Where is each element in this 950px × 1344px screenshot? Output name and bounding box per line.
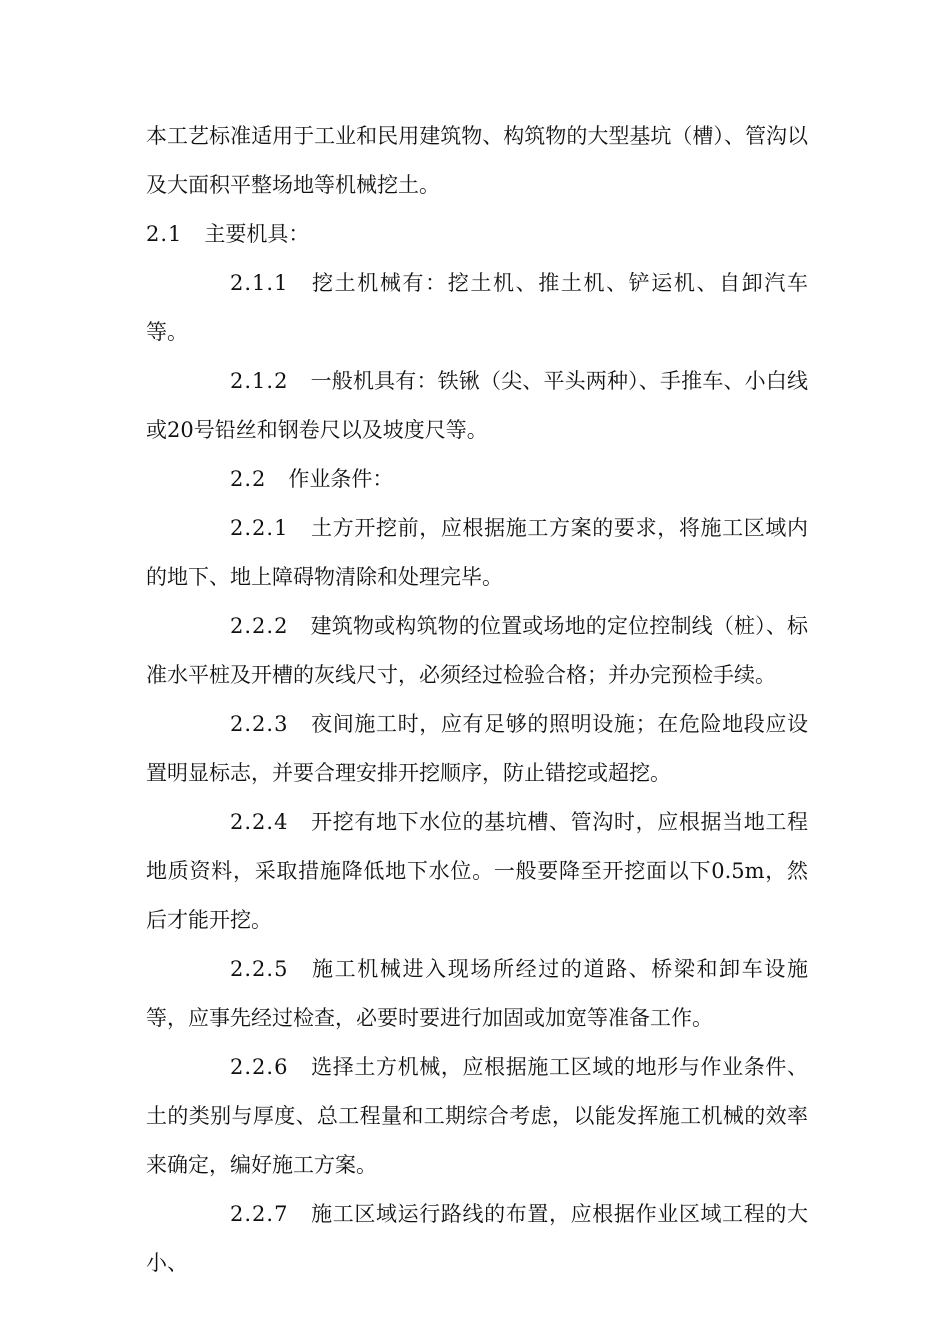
section-number: 2.2.4 [230, 810, 289, 834]
paragraph-2-2-7 [146, 1190, 808, 1288]
paragraph-text: 一般机具有：铁锹（尖、平头两种）、手推车、小白线或20号铅丝和钢卷尺以及坡度尺等。 [146, 369, 808, 442]
paragraph-2-1-2 [146, 357, 808, 455]
heading-2-2 [146, 455, 808, 504]
section-number: 2.2.5 [230, 957, 289, 981]
heading-text: 作业条件： [288, 467, 394, 491]
document-body [146, 112, 808, 1288]
section-number: 2.2.1 [230, 516, 289, 540]
paragraph-2-2-4 [146, 798, 808, 945]
heading-2-1 [146, 210, 808, 259]
paragraph-text: 建筑物或构筑物的位置或场地的定位控制线（桩）、标准水平桩及开槽的灰线尺寸，必须经过检验合格；并办完预检手续。 [146, 614, 808, 687]
paragraph-2-2-1 [146, 504, 808, 602]
paragraph-2-2-6 [146, 1043, 808, 1190]
paragraph-2-2-2 [146, 602, 808, 700]
section-number: 2.2.7 [230, 1202, 289, 1226]
section-number: 2.2.2 [230, 614, 289, 638]
heading-text: 主要机具： [204, 222, 310, 246]
section-number: 2.2.3 [230, 712, 289, 736]
paragraph-text: 挖土机械有：挖土机、推土机、铲运机、自卸汽车等。 [146, 271, 808, 344]
section-number: 2.2 [230, 467, 267, 491]
paragraph-text: 夜间施工时，应有足够的照明设施；在危险地段应设置明显标志，并要合理安排开挖顺序，防止错挖或超挖。 [146, 712, 808, 785]
paragraph-text: 施工区域运行路线的布置，应根据作业区域工程的大小、 [146, 1202, 808, 1275]
section-number: 2.1.1 [230, 271, 289, 295]
paragraph-scope [146, 112, 808, 210]
paragraph-text: 选择土方机械，应根据施工区域的地形与作业条件、土的类别与厚度、总工程量和工期综合考虑，以能发挥施工机械的效率来确定，编好施工方案。 [146, 1055, 808, 1177]
section-number: 2.1 [146, 222, 183, 246]
paragraph-2-1-1 [146, 259, 808, 357]
paragraph-text: 土方开挖前，应根据施工方案的要求，将施工区域内的地下、地上障碍物清除和处理完毕。 [146, 516, 808, 589]
paragraph-text: 施工机械进入现场所经过的道路、桥梁和卸车设施等，应事先经过检查，必要时要进行加固或加宽等准备工作。 [146, 957, 808, 1030]
paragraph-text: 开挖有地下水位的基坑槽、管沟时，应根据当地工程地质资料，采取措施降低地下水位。一般要降至开挖面以下0.5m，然后才能开挖。 [146, 810, 808, 932]
paragraph-2-2-3 [146, 700, 808, 798]
section-number: 2.1.2 [230, 369, 289, 393]
section-number: 2.2.6 [230, 1055, 289, 1079]
paragraph-text: 本工艺标准适用于工业和民用建筑物、构筑物的大型基坑（槽）、管沟以及大面积平整场地等机械挖土。 [146, 124, 808, 197]
paragraph-2-2-5 [146, 945, 808, 1043]
